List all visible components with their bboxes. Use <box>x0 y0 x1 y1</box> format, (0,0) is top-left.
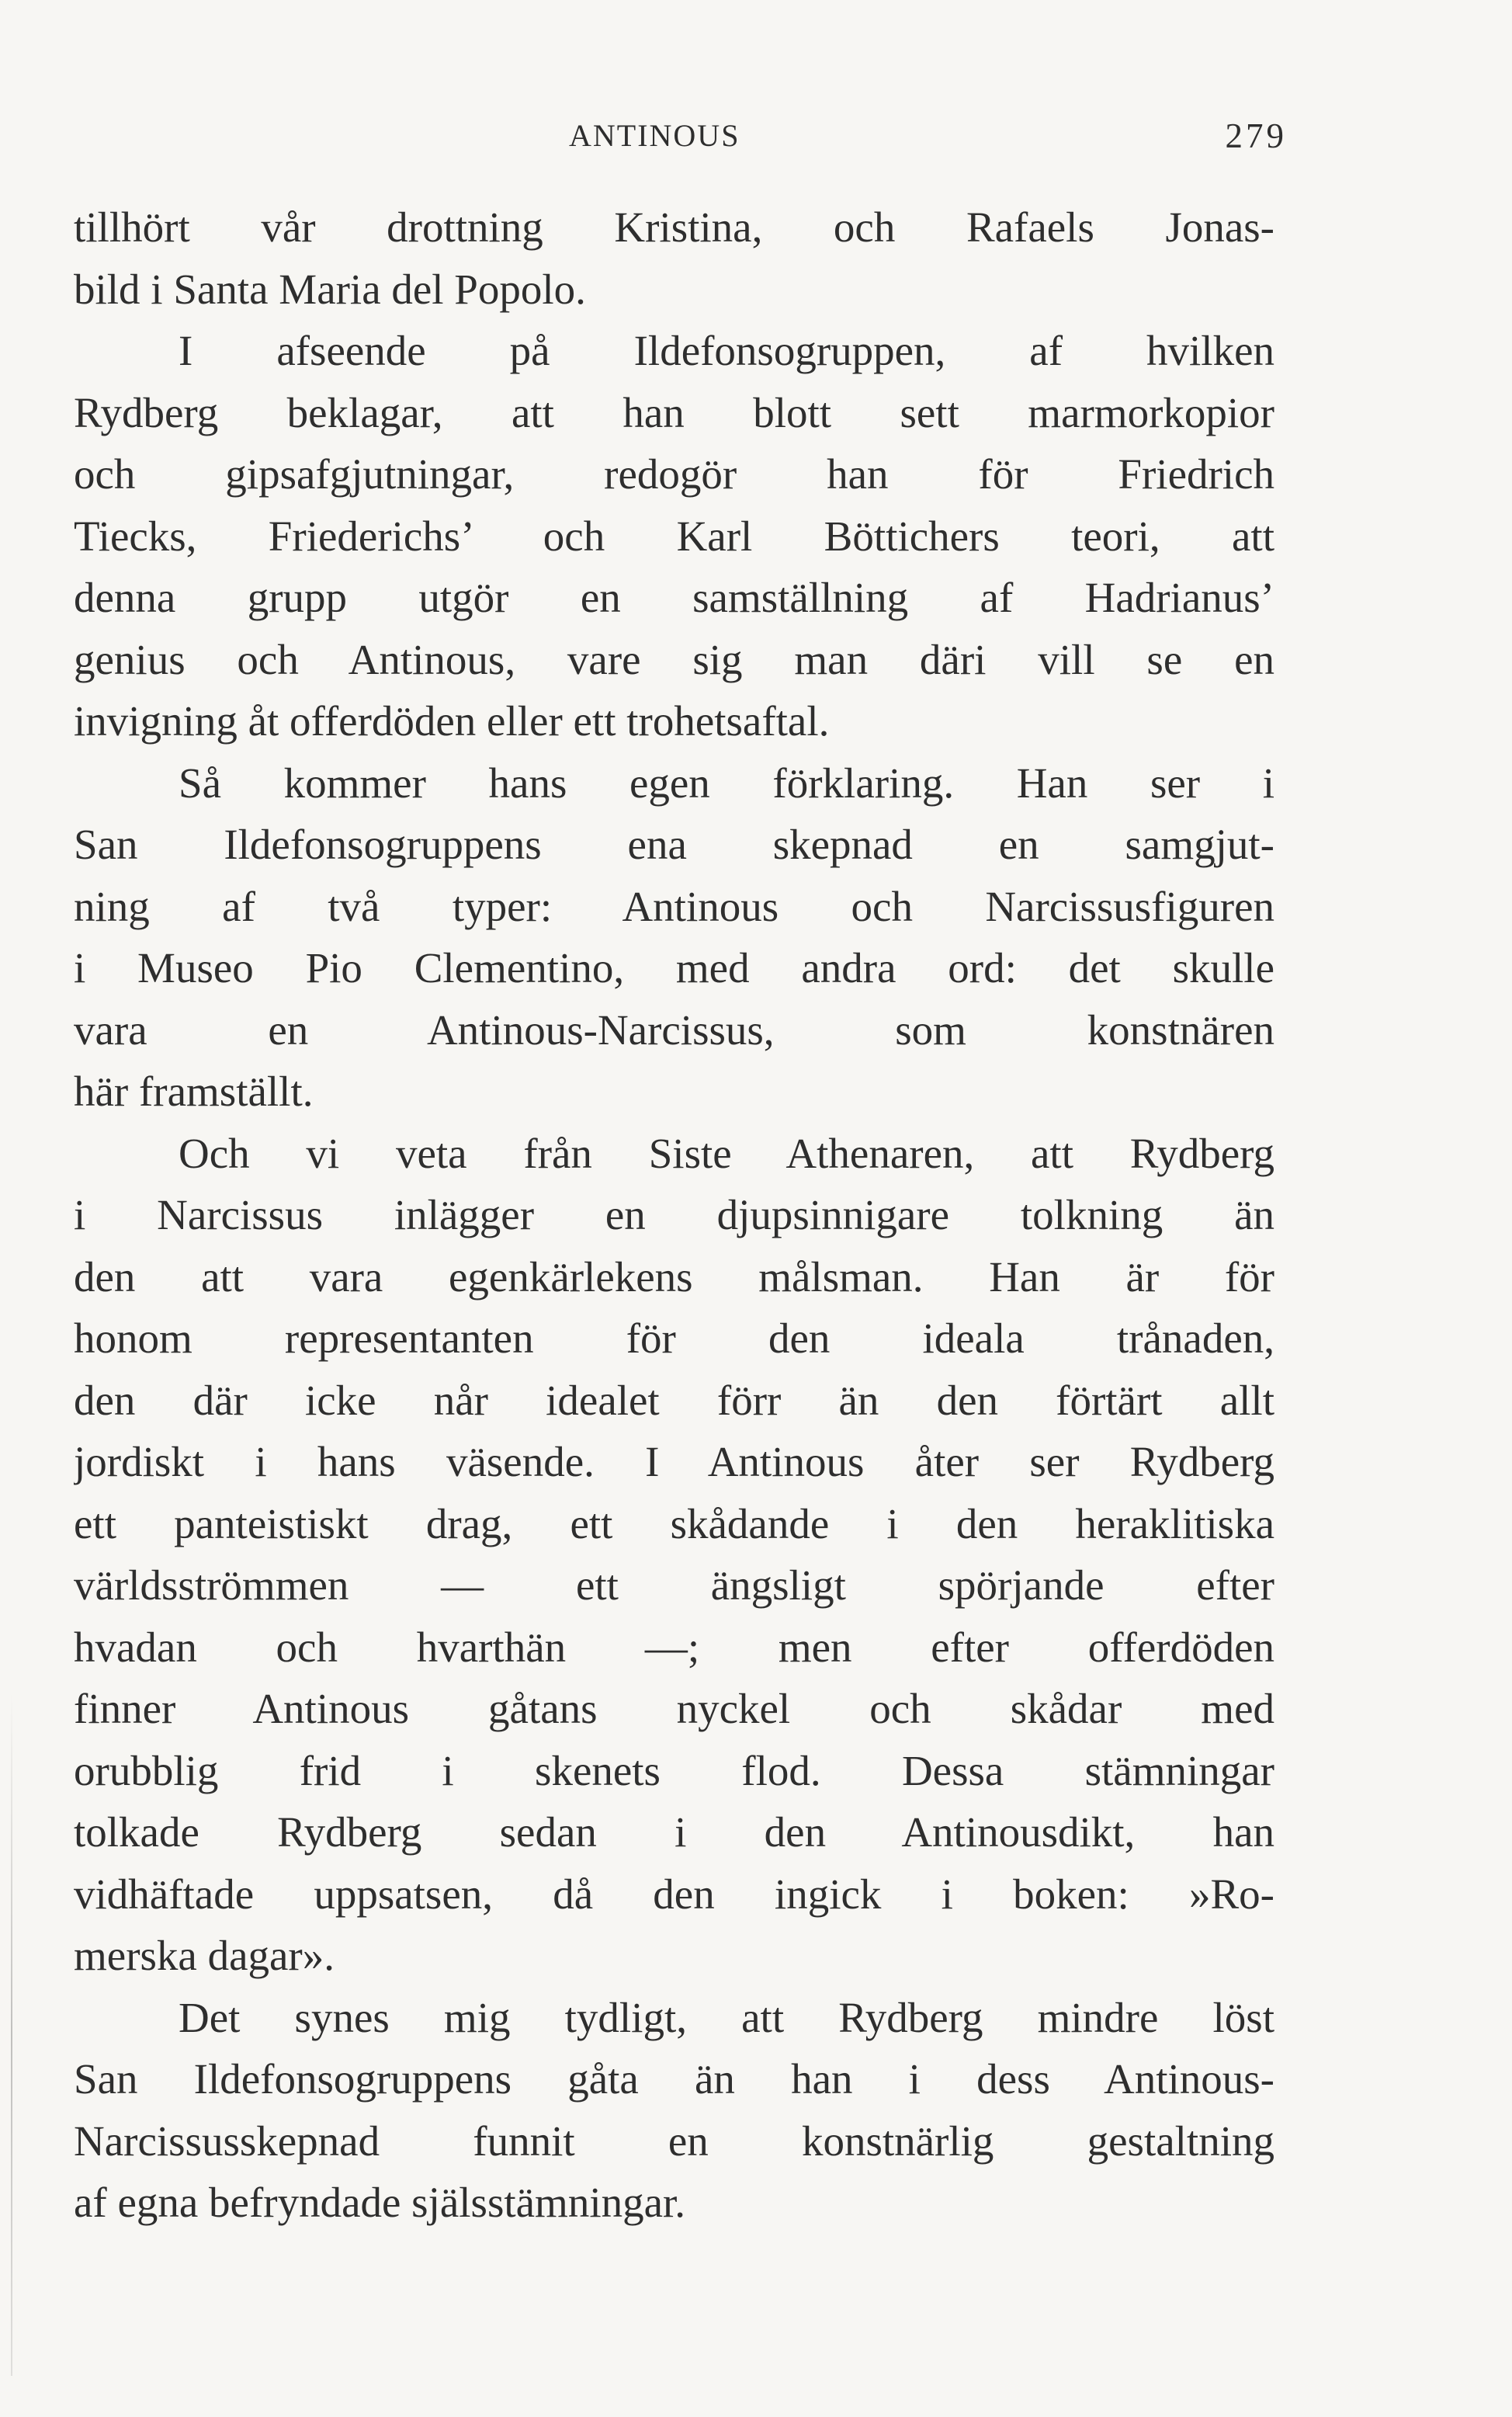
text-line: den att vara egenkärlekens målsman. Han är för <box>74 1252 1274 1301</box>
text-line: Narcissusskepnad funnit en konstnärlig gestaltning <box>74 2117 1274 2165</box>
text-line: af egna befryndade själsstämningar. <box>74 2179 686 2226</box>
text-line: vara en Antinous-Narcissus, som konstnären <box>74 1005 1274 1054</box>
text-line: tillhört vår drottning Kristina, och Rafaels Jonas- <box>74 203 1274 251</box>
page-number: 279 <box>1225 116 1287 155</box>
running-title: ANTINOUS <box>569 118 740 153</box>
text-line: Rydberg beklagar, att han blott sett marmorkopior <box>74 388 1274 436</box>
text-line: tolkade Rydberg sedan i den Antinousdikt, han <box>74 1808 1274 1856</box>
text-line: och gipsafgjutningar, redogör han för Friedrich <box>74 450 1274 498</box>
page-header <box>0 116 1512 155</box>
text-line: ning af två typer: Antinous och Narcissusfiguren <box>74 882 1274 930</box>
text-line: Tiecks, Friederichs’ och Karl Böttichers teori, att <box>74 512 1274 560</box>
text-line: ett panteistiskt drag, ett skådande i den heraklitiska <box>74 1499 1274 1547</box>
text-line: Och vi veta från Siste Athenaren, att Rydberg <box>179 1129 1274 1177</box>
text-line: Det synes mig tydligt, att Rydberg mindre löst <box>179 1993 1274 2041</box>
text-line: här framställt. <box>74 1068 314 1115</box>
text-line: genius och Antinous, vare sig man däri vill se en <box>74 635 1274 683</box>
text-line: vidhäftade uppsatsen, då den ingick i boken: »Ro- <box>74 1870 1274 1918</box>
text-line: i Narcissus inlägger en djupsinnigare tolkning än <box>74 1191 1274 1238</box>
text-line: den där icke når idealet förr än den förtärt allt <box>74 1376 1274 1424</box>
text-line: världsströmmen — ett ängsligt spörjande efter <box>74 1561 1274 1609</box>
text-line: jordiskt i hans väsende. I Antinous åter ser Rydberg <box>74 1438 1274 1485</box>
text-line: merska dagar». <box>74 1932 335 1979</box>
text-line: Så kommer hans egen förklaring. Han ser i <box>179 759 1274 807</box>
page-gutter-shadow <box>11 1693 12 2376</box>
text-line: orubblig frid i skenets flod. Dessa stämningar <box>74 1746 1274 1794</box>
text-line: I afseende på Ildefonsogruppen, af hvilken <box>179 327 1274 374</box>
text-line: bild i Santa Maria del Popolo. <box>74 265 586 313</box>
text-line: denna grupp utgör en samställning af Hadrianus’ <box>74 574 1274 621</box>
text-line: San Ildefonsogruppens gåta än han i dess Antinous- <box>74 2055 1274 2103</box>
text-line: i Museo Pio Clementino, med andra ord: det skulle <box>74 944 1274 991</box>
text-line: honom representanten för den ideala trånaden, <box>74 1314 1274 1362</box>
text-line: finner Antinous gåtans nyckel och skådar med <box>74 1685 1274 1732</box>
text-line: San Ildefonsogruppens ena skepnad en samgjut- <box>74 821 1274 868</box>
text-line: invigning åt offerdöden eller ett trohetsaftal. <box>74 697 830 745</box>
body-text <box>74 196 1274 2234</box>
text-line: hvadan och hvarthän —; men efter offerdöden <box>74 1623 1274 1671</box>
